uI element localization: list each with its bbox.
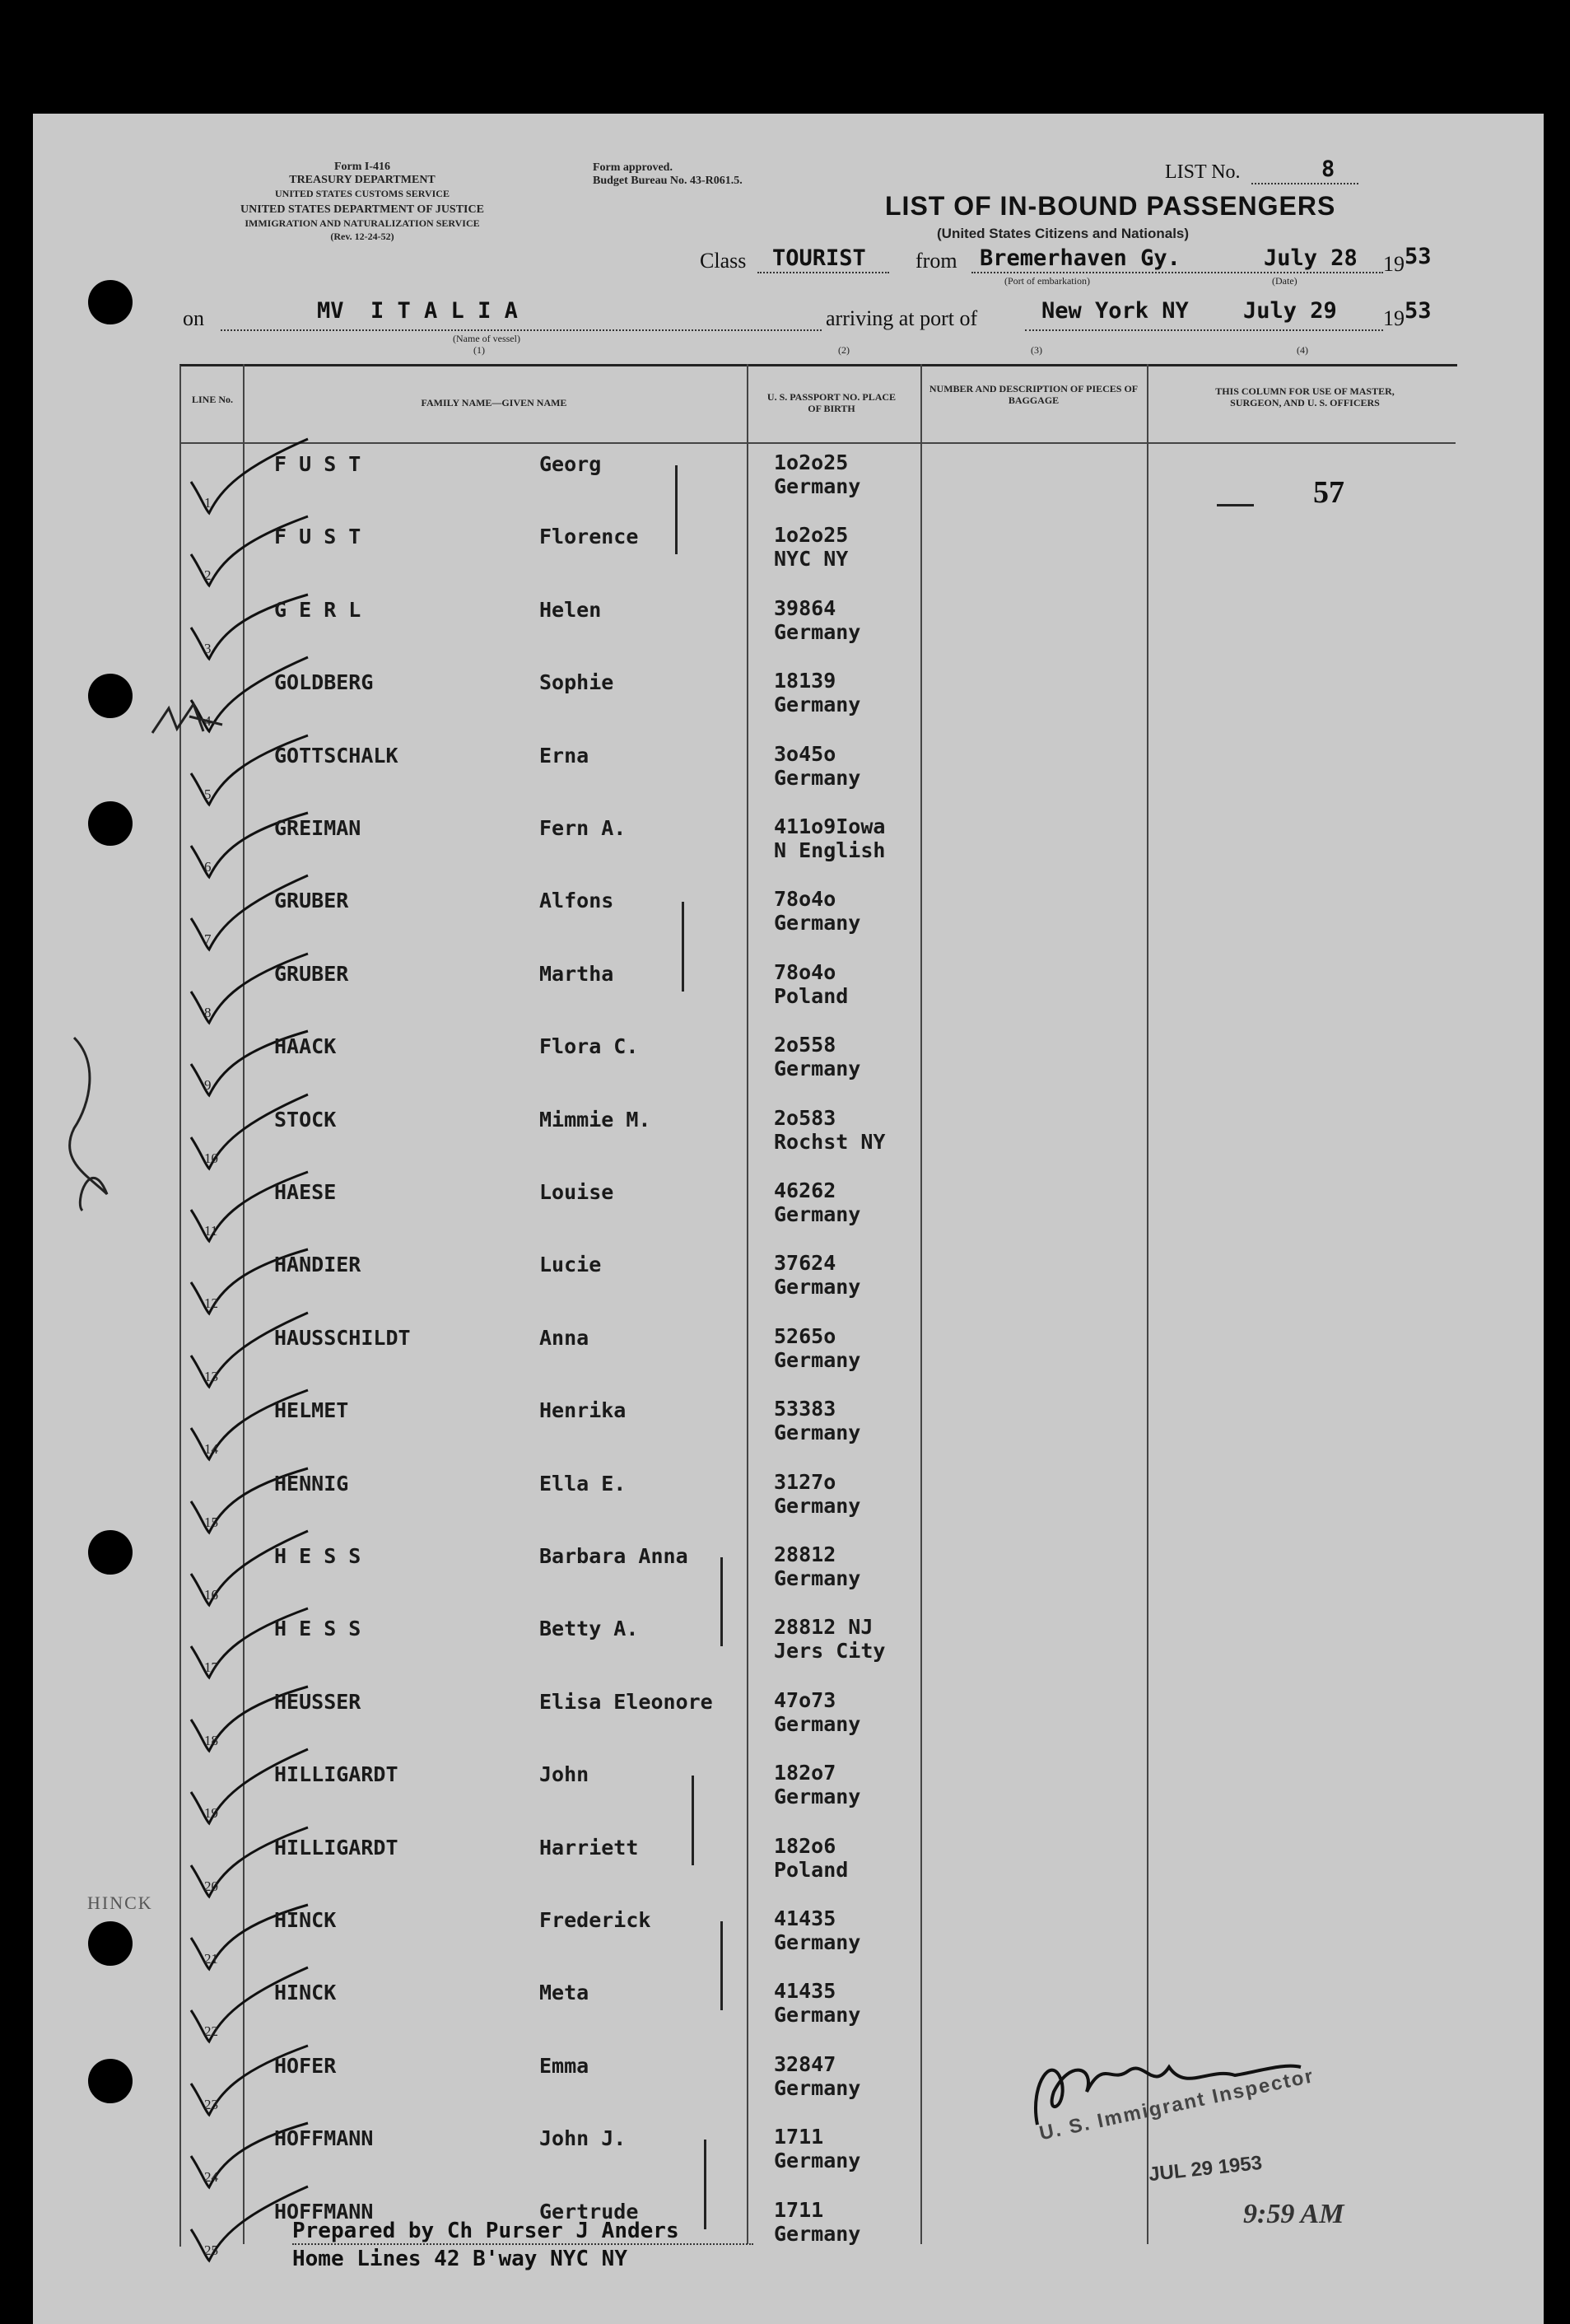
header-divider [179,442,1456,444]
family-name: GOTTSCHALK [274,743,398,768]
given-name: Georg [539,452,602,476]
table-row [179,1031,1456,1104]
family-name: H E S S [274,1544,361,1568]
vessel-line [221,329,822,331]
family-name: G E R L [274,597,361,622]
passport-number: 1o2o25 [774,450,849,474]
list-number-line [1251,183,1358,184]
line-number: 6 [204,859,212,875]
passport-number: 39864 [774,595,836,620]
line-number: 13 [204,1368,218,1384]
place-of-birth: Poland [774,983,849,1008]
line-number: 3 [204,640,212,656]
line-number: 20 [204,1878,218,1894]
date-note: (Date) [1272,275,1297,287]
passport-number: 3127o [774,1469,836,1494]
arriving-label: arriving at port of [826,306,978,330]
binder-hole [88,1921,133,1966]
family-name: HEUSSER [274,1689,361,1714]
line-number: 16 [204,1587,218,1603]
prepared-underline [292,2243,753,2245]
given-name: Louise [539,1180,614,1204]
col-3-number: (3) [1031,344,1042,356]
place-of-birth: Germany [774,619,861,644]
given-name: Barbara Anna [539,1544,688,1568]
table-row [179,1395,1456,1468]
passport-number: 1o2o25 [774,523,849,548]
place-of-birth: Germany [774,474,861,498]
passport-number: 47o73 [774,1687,836,1712]
table-row [179,1468,1456,1541]
table-row [179,595,1456,667]
line-number: 14 [204,1441,218,1458]
stamp-date: JUL 29 1953 [1147,2151,1264,2186]
family-name: H E S S [274,1617,361,1641]
class-label: Class [700,249,747,273]
place-of-birth: Germany [774,1275,861,1300]
budget-label: Budget Bureau No. 43-R061.5. [593,175,743,187]
line-number: 18 [204,1732,218,1748]
place-of-birth: Poland [774,1857,849,1882]
customs-label: UNITED STATES CUSTOMS SERVICE [275,188,450,199]
embarkation-date: July 28 [1264,245,1358,271]
year-prefix: 19 [1383,252,1405,276]
table-row [179,1613,1456,1686]
binder-hole [88,2059,133,2103]
place-of-birth: Germany [774,765,861,790]
line-number: 7 [204,931,212,948]
given-name: Frederick [539,1908,651,1932]
family-bracket-mark [720,1921,723,2010]
col-header-line: LINE No. [191,394,233,405]
family-name: HILLIGARDT [274,1762,398,1787]
family-name: HOFFMANN [274,2126,374,2151]
stamp-time: 9:59 AM [1243,2199,1344,2229]
family-name: HAESE [274,1180,337,1204]
list-number: 8 [1321,156,1335,182]
embarkation-port: Bremerhaven Gy. [980,245,1181,271]
passport-number: 78o4o [774,959,836,984]
approval-label: Form approved. [593,161,673,174]
given-name: Ella E. [539,1471,627,1496]
ins-label: IMMIGRATION AND NATURALIZATION SERVICE [245,217,480,229]
passport-number: 5265o [774,1323,836,1348]
table-row [179,813,1456,885]
table-row [179,449,1456,521]
passport-number: 2o583 [774,1105,836,1130]
place-of-birth: Germany [774,1202,861,1226]
line-number: 11 [204,1223,218,1239]
passport-number: 41435 [774,1979,836,2004]
place-of-birth: Germany [774,2003,861,2028]
family-name: HELMET [274,1398,349,1423]
line-number: 1 [204,495,212,511]
given-name: Flora C. [539,1034,639,1059]
family-name: HANDIER [274,1253,361,1277]
table-row [179,885,1456,958]
agency-header [177,161,547,243]
family-name: F U S T [274,525,361,549]
family-name: HOFER [274,2053,337,2078]
col-4-number: (4) [1297,344,1308,356]
table-row [179,1177,1456,1249]
line-number: 9 [204,1077,212,1094]
place-of-birth: Germany [774,2221,861,2246]
table-row [179,1323,1456,1395]
arrival-port: New York NY [1041,298,1189,324]
passport-number: 2o558 [774,1033,836,1057]
passport-number: 28812 NJ [774,1615,874,1640]
family-bracket-mark [682,902,684,991]
place-of-birth: Germany [774,1785,861,1809]
passport-number: 32847 [774,2051,836,2076]
given-name: Mimmie M. [539,1107,651,1132]
given-name: Helen [539,597,602,622]
family-name: GRUBER [274,961,349,986]
passport-number: 37624 [774,1251,836,1276]
col-header-baggage: NUMBER AND DESCRIPTION OF PIECES OF BAGGAGE [929,383,1139,406]
line-number: 24 [204,2169,218,2186]
line-number: 4 [204,713,212,730]
page-subtitle: (United States Citizens and Nationals) [937,226,1190,241]
family-name: GRUBER [274,889,349,913]
officer-count: 57 [1313,475,1344,510]
table-row [179,1832,1456,1905]
place-of-birth: Rochst NY [774,1129,886,1154]
place-of-birth: N English [774,838,886,862]
col-2-number: (2) [838,344,850,356]
passport-number: 18139 [774,669,836,693]
given-name: Emma [539,2053,589,2078]
from-line [971,272,1383,273]
line-number: 21 [204,1951,218,1967]
given-name: Erna [539,743,589,768]
binder-hole [88,280,133,324]
line-number: 19 [204,1805,218,1822]
given-name: Gertrude [539,2199,639,2224]
given-name: Sophie [539,670,614,695]
given-name: Anna [539,1325,589,1350]
passport-number: 182o7 [774,1761,836,1785]
line-4-annotation [144,692,235,749]
given-name: John [539,1762,589,1787]
given-name: Martha [539,961,614,986]
passport-number: 46262 [774,1178,836,1202]
passport-number: 3o45o [774,741,836,766]
place-of-birth: Germany [774,2149,861,2173]
family-name: HAUSSCHILDT [274,1325,411,1350]
treasury-label: TREASURY DEPARTMENT [289,174,436,186]
line-number: 25 [204,2242,218,2258]
place-of-birth: Germany [774,1930,861,1954]
passport-number: 1711 [774,2125,824,2149]
passport-number: 78o4o [774,887,836,912]
list-number-label: LIST No. [1165,161,1241,183]
col-header-officers: THIS COLUMN FOR USE OF MASTER, SURGEON, AND U. S. OFFICERS [1215,385,1395,408]
place-of-birth: Germany [774,1347,861,1372]
family-name: GOLDBERG [274,670,374,695]
family-name: F U S T [274,452,361,476]
justice-label: UNITED STATES DEPARTMENT OF JUSTICE [240,203,484,216]
given-name: Lucie [539,1253,602,1277]
place-of-birth: Jers City [774,1639,886,1664]
passport-number: 411o9Iowa [774,814,886,838]
given-name: Fern A. [539,816,627,840]
passport-number: 1711 [774,2197,824,2222]
col-header-passport: U. S. PASSPORT NO. PLACE OF BIRTH [766,391,897,414]
binder-hole [88,674,133,718]
inspector-stamp [1021,2034,1433,2248]
arrival-date: July 29 [1243,298,1337,324]
family-bracket-mark [704,2140,706,2228]
margin-scrawl [41,1029,140,1219]
passport-number: 41435 [774,1906,836,1930]
line-number: 23 [204,2096,218,2112]
place-of-birth: Germany [774,2075,861,2100]
col-header-name: FAMILY NAME—GIVEN NAME [421,397,567,408]
margin-note: HINCK [87,1892,153,1913]
line-number: 2 [204,567,212,584]
vessel-col-number: (1) [473,344,485,356]
line-number: 22 [204,2023,218,2040]
class-line [757,272,889,273]
family-name: HINCK [274,1981,337,2005]
family-bracket-mark [720,1557,723,1646]
revision-label: (Rev. 12-24-52) [330,231,394,242]
binder-hole [88,801,133,846]
binder-hole [88,1530,133,1575]
table-row [179,667,1456,740]
family-bracket-mark [675,465,678,554]
approval-block [593,161,743,188]
line-number: 12 [204,1295,218,1312]
place-of-birth: Germany [774,1566,861,1590]
family-name: GREIMAN [274,816,361,840]
line-address: Home Lines 42 B'way NYC NY [292,2247,627,2271]
given-name: Alfons [539,889,614,913]
stamp-title: U. S. Immigrant Inspector [1037,2065,1316,2145]
table-row [179,959,1456,1031]
given-name: Florence [539,525,639,549]
place-of-birth: Germany [774,1057,861,1081]
place-of-birth: Germany [774,1711,861,1736]
place-of-birth: Germany [774,1421,861,1445]
family-bracket-mark [692,1776,694,1864]
page-title: LIST OF IN-BOUND PASSENGERS [885,191,1336,221]
embarkation-note: (Port of embarkation) [1004,275,1090,287]
table-row [179,1104,1456,1177]
given-name: Elisa Eleonore [539,1689,713,1714]
line-number: 8 [204,1004,212,1020]
arrival-year-suffix: 53 [1405,298,1432,324]
year-suffix: 53 [1405,244,1432,269]
table-row [179,1905,1456,1977]
table-row [179,521,1456,594]
given-name: John J. [539,2126,627,2151]
table-row [179,1687,1456,1759]
vessel-name: MV I T A L I A [317,298,518,324]
given-name: Betty A. [539,1617,639,1641]
from-label: from [915,249,957,273]
arrival-year-prefix: 19 [1383,306,1405,330]
family-name: HOFFMANN [274,2199,374,2224]
given-name: Harriett [539,1835,639,1860]
prepared-by: Prepared by Ch Purser J Anders [292,2219,679,2243]
passport-number: 53383 [774,1397,836,1421]
class-value: TOURIST [772,245,866,271]
passport-number: 182o6 [774,1833,836,1858]
arrival-line [1025,329,1383,331]
family-name: STOCK [274,1107,337,1132]
form-number: Form I-416 [333,161,391,173]
given-name: Henrika [539,1398,627,1423]
place-of-birth: NYC NY [774,547,849,572]
line-number: 10 [204,1150,218,1166]
family-name: HAACK [274,1034,337,1059]
table-row [179,1759,1456,1832]
given-name: Meta [539,1981,589,2005]
place-of-birth: Germany [774,693,861,717]
place-of-birth: Germany [774,911,861,936]
passport-number: 28812 [774,1542,836,1566]
table-row [179,1249,1456,1322]
on-label: on [183,306,204,330]
line-number: 17 [204,1659,218,1676]
family-name: HINCK [274,1908,337,1932]
place-of-birth: Germany [774,1493,861,1518]
line-number: 5 [204,786,212,802]
table-row [179,740,1456,813]
table-row [179,1541,1456,1613]
family-name: HENNIG [274,1471,349,1496]
family-name: HILLIGARDT [274,1835,398,1860]
vessel-note: (Name of vessel) [453,333,520,344]
line-number: 15 [204,1514,218,1530]
